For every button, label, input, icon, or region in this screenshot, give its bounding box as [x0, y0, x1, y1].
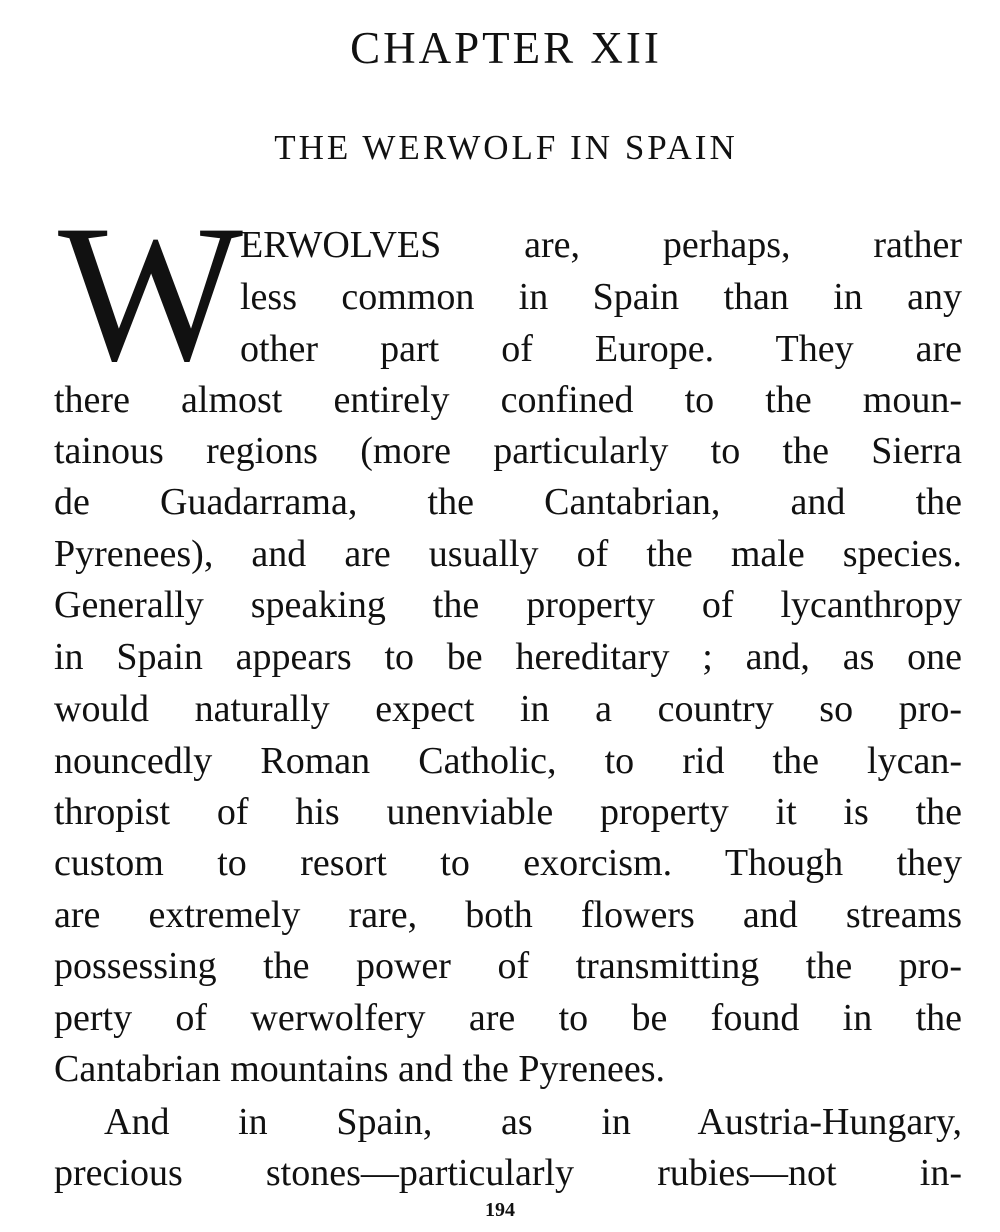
text-line: tainous regions (more particularly to the Sierra: [54, 430, 962, 472]
chapter-title: THE WERWOLF IN SPAIN: [274, 128, 738, 167]
text-line: other part of Europe. They are: [240, 328, 962, 370]
text-line: thropist of his unenviable property it is the: [54, 791, 962, 833]
text-line: precious stones—particularly rubies—not in-: [54, 1152, 962, 1194]
text-line: there almost entirely confined to the moun-: [54, 379, 962, 421]
page-number: 194: [485, 1199, 515, 1221]
text-line: possessing the power of transmitting the pro-: [54, 945, 962, 987]
text-line: in Spain appears to be hereditary ; and, as one: [54, 636, 962, 678]
text-line: ERWOLVES are, perhaps, rather: [240, 224, 962, 266]
text-line: nouncedly Roman Catholic, to rid the lycan-: [54, 740, 962, 782]
text-line: Pyrenees), and are usually of the male species.: [54, 533, 962, 575]
text-line: de Guadarrama, the Cantabrian, and the: [54, 481, 962, 523]
text-line: And in Spain, as in Austria-Hungary,: [104, 1101, 962, 1143]
text-line: are extremely rare, both flowers and streams: [54, 894, 962, 936]
text-line: custom to resort to exorcism. Though they: [54, 842, 962, 884]
text-line: Generally speaking the property of lycanthropy: [54, 584, 962, 626]
text-line: less common in Spain than in any: [240, 276, 962, 318]
chapter-heading: CHAPTER XII: [350, 23, 662, 73]
drop-cap: W: [58, 185, 237, 402]
text-line: perty of werwolfery are to be found in the: [54, 997, 962, 1039]
text-line: would naturally expect in a country so pro-: [54, 688, 962, 730]
text-line: Cantabrian mountains and the Pyrenees.: [54, 1048, 666, 1090]
